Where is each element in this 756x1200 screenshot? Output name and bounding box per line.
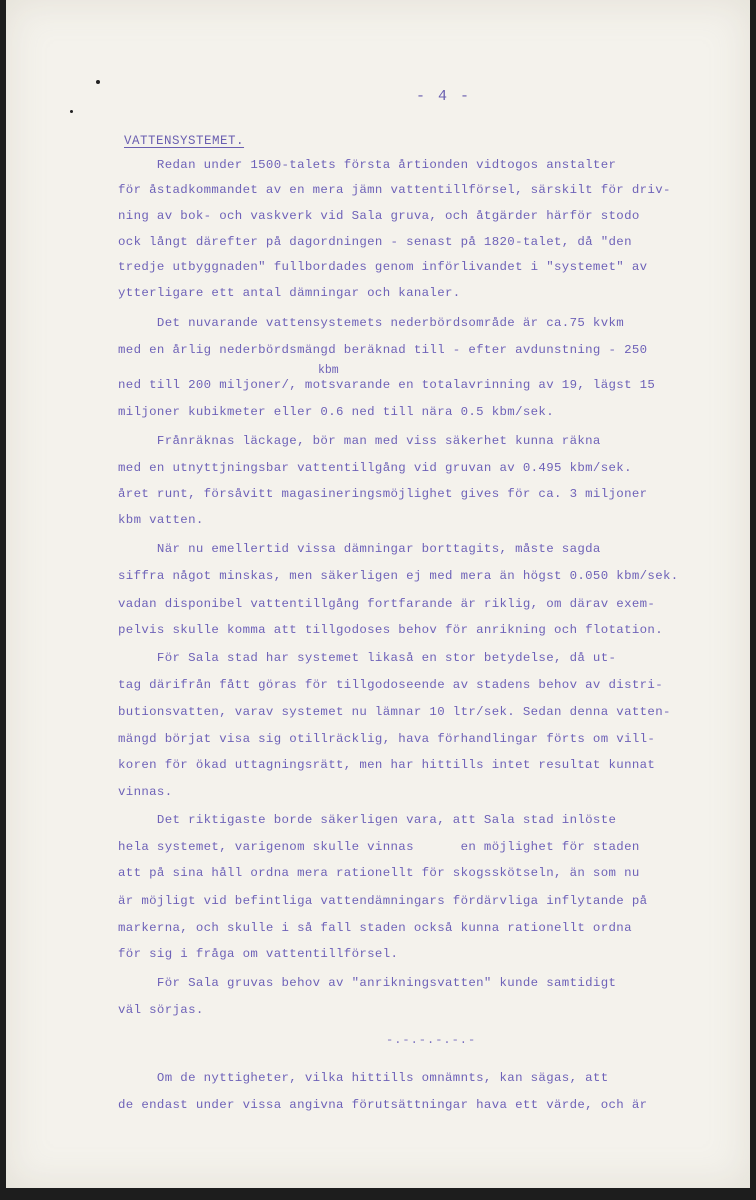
text-line: ytterligare ett antal dämningar och kanaler. (118, 286, 461, 300)
text-line: pelvis skulle komma att tillgodoses behov för anrikning och flotation. (118, 623, 663, 637)
text-line: väl sörjas. (118, 1003, 204, 1017)
text-line: de endast under vissa angivna förutsättningar hava ett värde, och är (118, 1098, 648, 1112)
text-line: mängd börjat visa sig otillräcklig, hava förhandlingar förts om vill- (118, 732, 656, 746)
text-line: vinnas. (118, 785, 173, 799)
page-number: - 4 - (416, 88, 472, 105)
text-line: ock långt därefter på dagordningen - senast på 1820-talet, då "den (118, 235, 632, 249)
text-line: tredje utbyggnaden" fullbordades genom införlivandet i "systemet" av (118, 260, 648, 274)
text-line: kbm vatten. (118, 513, 204, 527)
section-separator: -.-.-.-.-.- (386, 1033, 477, 1047)
text-line: hela systemet, varigenom skulle vinnas en möjlighet för staden (118, 840, 640, 854)
text-line: tag därifrån fått göras för tillgodoseende av stadens behov av distri- (118, 678, 663, 692)
text-line: ning av bok- och vaskverk vid Sala gruva, och åtgärder härför stodo (118, 209, 640, 223)
text-line: för åstadkommandet av en mera jämn vattentillförsel, särskilt för driv- (118, 183, 671, 197)
text-line: butionsvatten, varav systemet nu lämnar 10 ltr/sek. Sedan denna vatten- (118, 705, 671, 719)
text-line: Frånräknas läckage, bör man med viss säkerhet kunna räkna (118, 434, 601, 448)
text-line: är möjligt vid befintliga vattendämningars fördärvliga inflytande på (118, 894, 648, 908)
margin-mark (70, 110, 73, 113)
text-line: med en årlig nederbördsmängd beräknad till - efter avdunstning - 250 (118, 343, 648, 357)
text-line: ned till 200 miljoner/, motsvarande en totalavrinning av 19, lägst 15 (118, 378, 656, 392)
text-line: miljoner kubikmeter eller 0.6 ned till nära 0.5 kbm/sek. (118, 405, 554, 419)
section-heading: VATTENSYSTEMET. (124, 134, 245, 148)
text-line: att på sina håll ordna mera rationellt för skogsskötseln, än som nu (118, 866, 640, 880)
text-line: siffra något minskas, men säkerligen ej med mera än högst 0.050 kbm/sek. (118, 569, 679, 583)
text-line: Redan under 1500-talets första årtionden vidtogos anstalter (118, 158, 617, 172)
text-line: Det riktigaste borde säkerligen vara, att Sala stad inlöste (118, 813, 617, 827)
text-line: med en utnyttjningsbar vattentillgång vid gruvan av 0.495 kbm/sek. (118, 461, 632, 475)
interlinear-insert: kbm (318, 364, 339, 377)
text-line: vadan disponibel vattentillgång fortfarande är riklig, om därav exem- (118, 597, 656, 611)
text-line: När nu emellertid vissa dämningar borttagits, måste sagda (118, 542, 601, 556)
text-line: koren för ökad uttagningsrätt, men har hittills intet resultat kunnat (118, 758, 656, 772)
text-line: året runt, försåvitt magasineringsmöjlighet gives för ca. 3 miljoner (118, 487, 648, 501)
margin-mark (96, 80, 100, 84)
document-page (6, 0, 750, 1188)
text-line: markerna, och skulle i så fall staden också kunna rationellt ordna (118, 921, 632, 935)
text-line: Det nuvarande vattensystemets nederbördsområde är ca.75 kvkm (118, 316, 625, 330)
text-line: Om de nyttigheter, vilka hittills omnämnts, kan sägas, att (118, 1071, 609, 1085)
text-line: För Sala gruvas behov av "anrikningsvatten" kunde samtidigt (118, 976, 617, 990)
text-line: för sig i fråga om vattentillförsel. (118, 947, 399, 961)
text-line: För Sala stad har systemet likaså en stor betydelse, då ut- (118, 651, 617, 665)
